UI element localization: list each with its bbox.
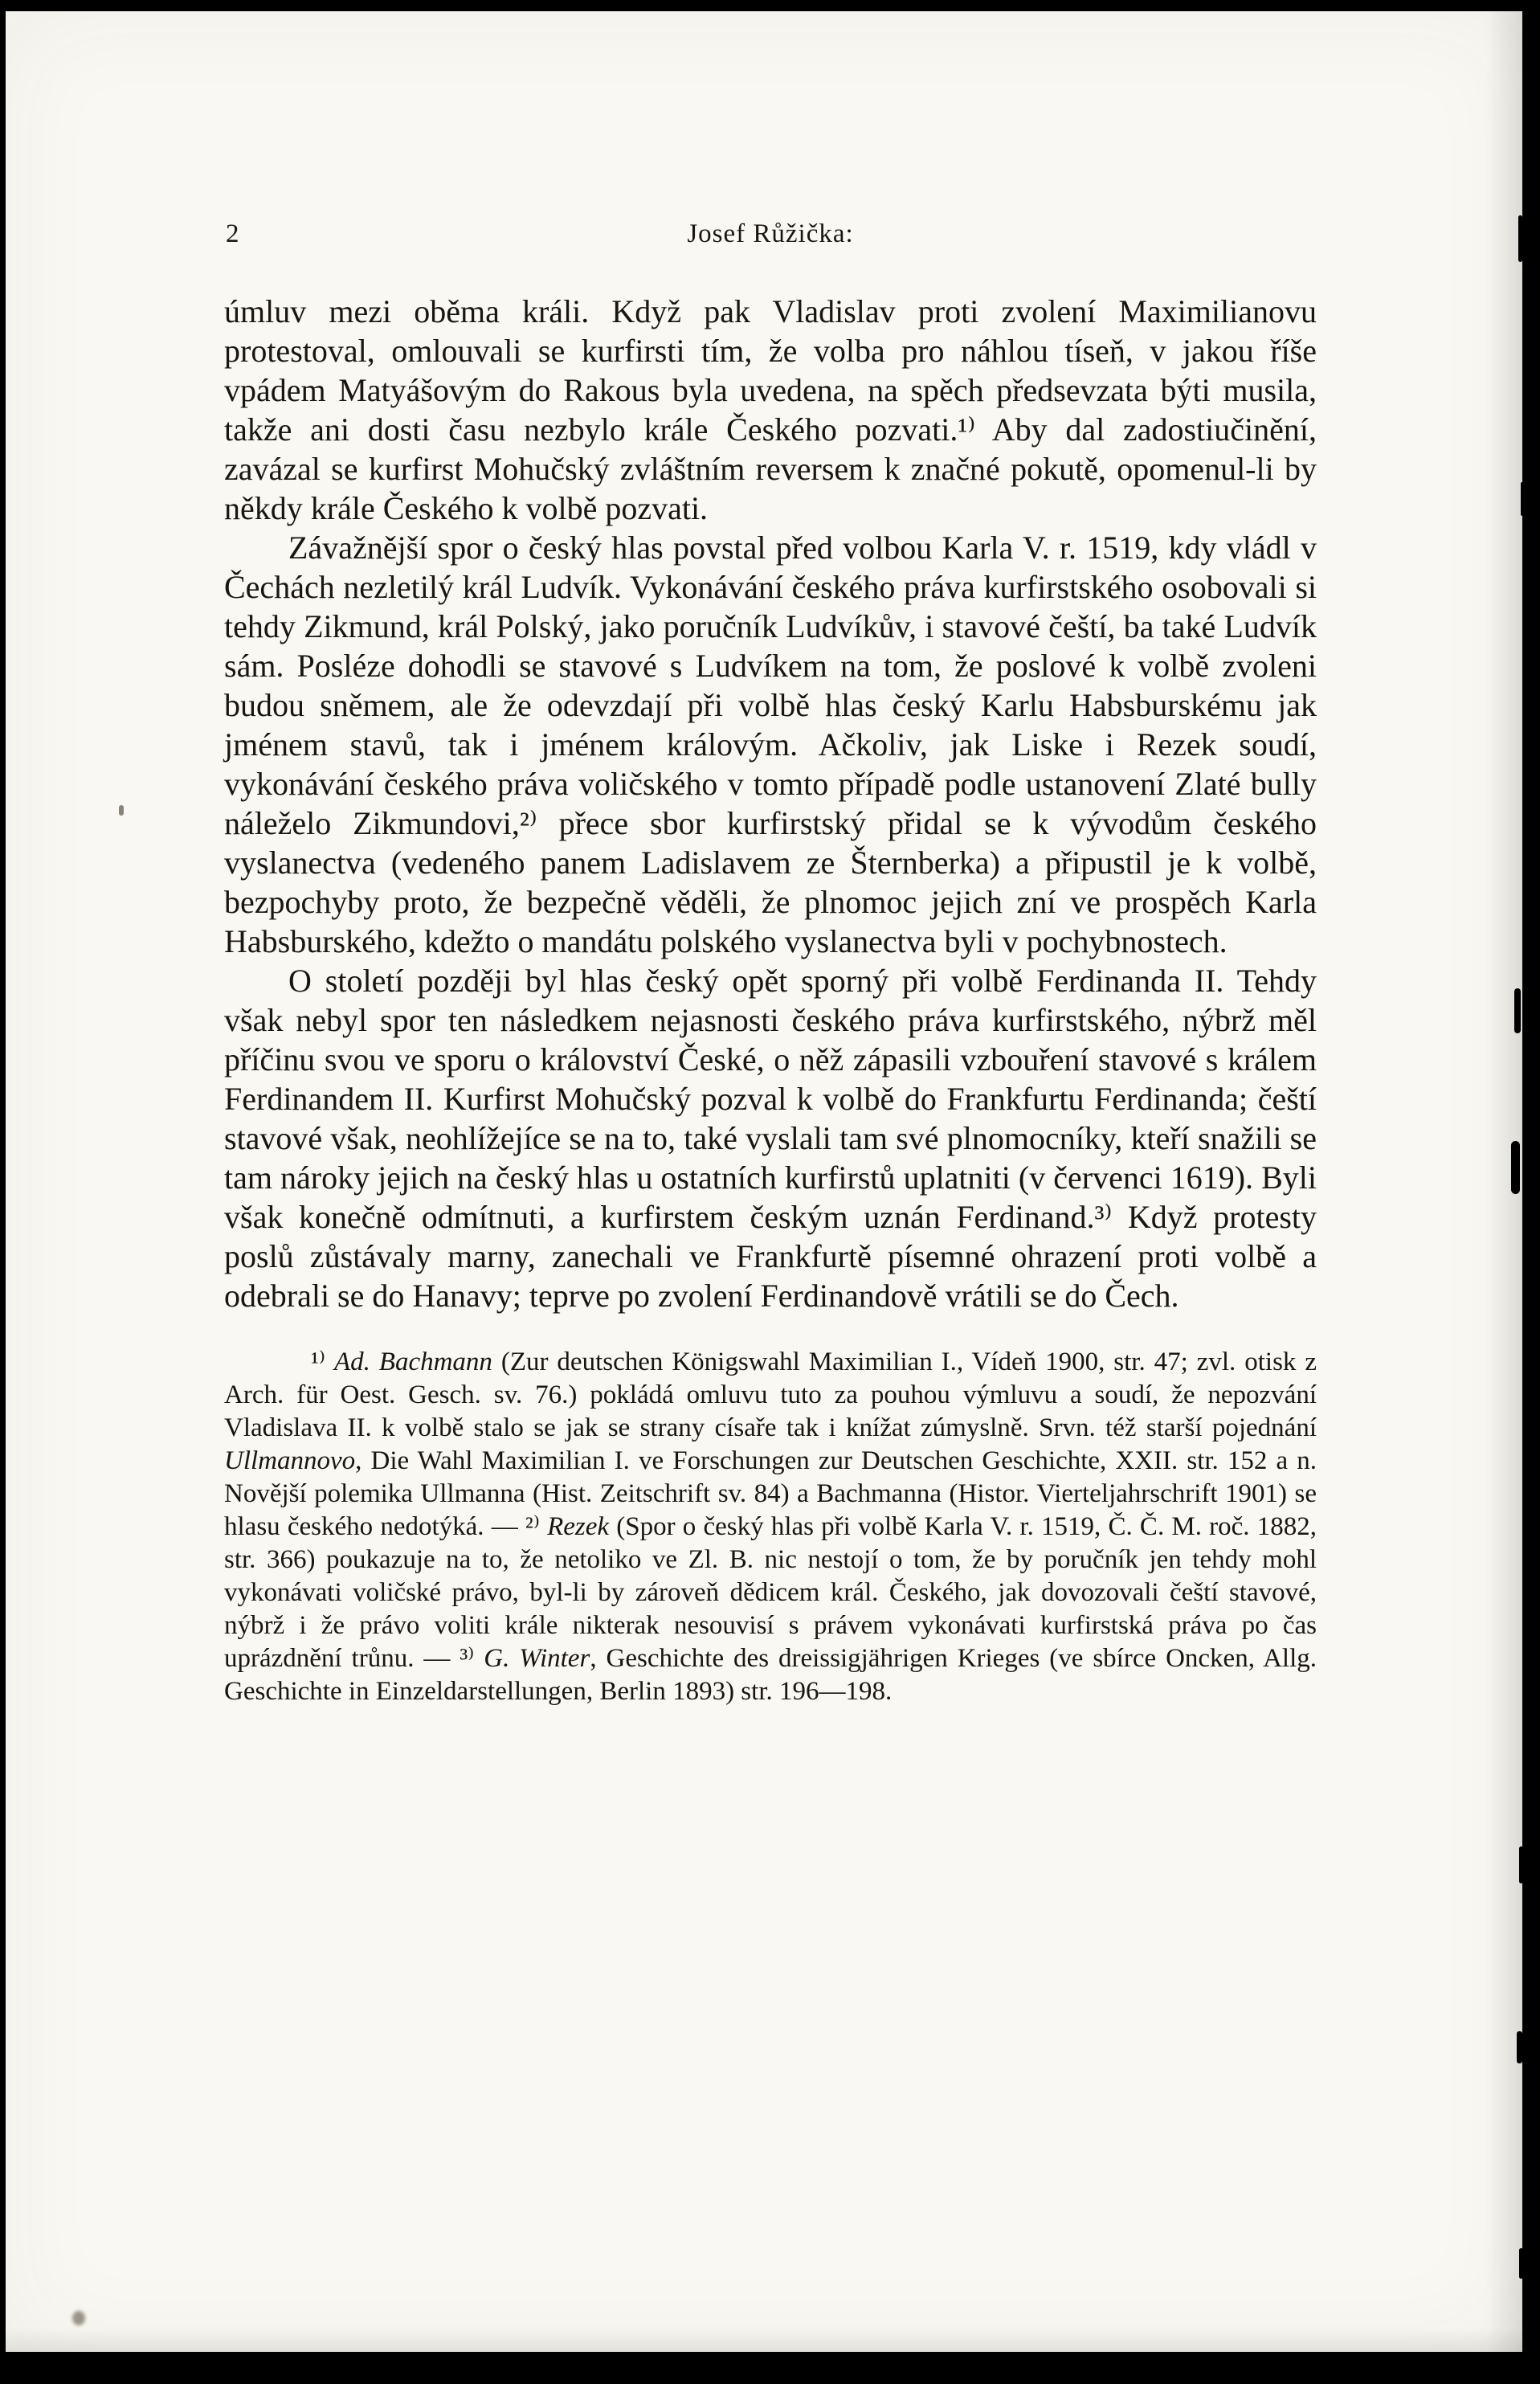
scan-mark bbox=[1517, 2031, 1522, 2063]
scan-shadow-bottom bbox=[6, 2328, 1522, 2352]
body-text bbox=[224, 292, 1317, 1315]
page-header bbox=[224, 216, 1317, 251]
scan-mark bbox=[1519, 2248, 1523, 2279]
footnote-3-body: , Geschichte des dreissigjährigen Krieges (ve sbírce Oncken, Allg. Geschichte in Einzeldarstellungen, Berlin 1893) str. 196—198. bbox=[224, 1644, 1317, 1706]
footnote-1-body: (Zur deutschen Königswahl Maximilian I., Vídeň 1900, str. 47; zvl. otisk z Arch. für Oest. Gesch. sv. 76.) pokládá omluvu tuto za pouhou výmluvu a soudí, že nepozvání Vladislava II. k volbě stalo se jak se strany císaře tak i knížat zúmyslně. Srvn. též starší pojednání bbox=[224, 1347, 1317, 1442]
paragraph-2: Závažnější spor o český hlas povstal před volbou Karla V. r. 1519, kdy vládl v Čechách nezletilý král Ludvík. Vykonávání českého práva kurfirstského osobovali si tehdy Zikmund, král Polský, jako poručník Ludvíkův, i stavové čeští, ba také Ludvík sám. Posléze dohodli se stavové s Ludvíkem na tom, že poslové k volbě zvoleni budou sněmem, ale že odevzdají při volbě hlas český Karlu Habsburskému jak jménem stavů, tak i jménem královým. Ačkoliv, jak Liske i Rezek soudí, vykonávání českého práva voličského v tomto případě podle ustanovení Zlaté bully náleželo Zikmundovi,²⁾ přece sbor kurfirstský přidal se k vývodům českého vyslanectva (vedeného panem Ladislavem ze Šternberka) a připustil je k volbě, bezpochyby proto, že bezpečně věděli, že plnomoc jejich zní ve prospěch Karla Habsburského, kdežto o mandátu polského vyslanectva byli v pochybnostech. bbox=[224, 530, 1317, 959]
scan-mark bbox=[1514, 988, 1521, 1033]
page-content bbox=[224, 216, 1317, 1708]
running-title: Josef Růžička: bbox=[687, 219, 854, 248]
footnote-3-author: G. Winter bbox=[484, 1644, 590, 1673]
footnote-text bbox=[224, 1346, 1317, 1708]
scan-mark bbox=[1521, 482, 1524, 516]
footnote-1-work: Ullmannovo bbox=[224, 1446, 356, 1475]
footnote-1-marker: ¹⁾ bbox=[311, 1347, 334, 1376]
scan-mark bbox=[119, 805, 124, 816]
footnote-1-body-2: , Die Wahl Maximilian I. ve Forschungen zur Deutschen Geschichte, XXII. str. 152 a n. Novější polemika Ullmanna (Hist. Zeitschrift sv. 84) a Bachmanna (Histor. Vierteljahrschrift 1901) se hlasu českého nedotýká. — ²⁾ bbox=[224, 1446, 1317, 1541]
scan-smudge bbox=[72, 2311, 85, 2325]
paper bbox=[6, 11, 1522, 2352]
footnote-1-author: Ad. Bachmann bbox=[333, 1347, 492, 1376]
footnote-2-author: Rezek bbox=[547, 1512, 610, 1541]
paragraph-3: O století později byl hlas český opět sporný při volbě Ferdinanda II. Tehdy však nebyl spor ten následkem nejasnosti českého práva kurfirstského, nýbrž měl příčinu svou ve sporu o království České, o něž zápasili vzbouření stavové s králem Ferdinandem II. Kurfirst Mohučský pozval k volbě do Frankfurtu Ferdinanda; čeští stavové však, neohlížejíce se na to, také vyslali tam své plnomocníky, kteří snažili se tam nároky jejich na český hlas u ostatních kurfirstů uplatniti (v červenci 1619). Byli však konečně odmítnuti, a kurfirstem českým uznán Ferdinand.³⁾ Když protesty poslů zůstávaly marny, zanechali ve Frankfurtě písemné ohrazení proti volbě a odebrali se do Hanavy; teprve po zvolení Ferdinandově vrátili se do Čech. bbox=[224, 963, 1317, 1314]
scan-mark bbox=[1518, 215, 1522, 262]
scan-mark bbox=[1511, 1141, 1520, 1194]
footnotes-block bbox=[224, 1346, 1317, 1708]
page-number: 2 bbox=[226, 219, 239, 248]
footnote-2-body: (Spor o český hlas při volbě Karla V. r. 1519, Č. Č. M. roč. 1882, str. 366) poukazuje na to, že netoliko ve Zl. B. nic nestojí o tom, že by poručník jen tehdy mohl vykonávati voličské právo, byl-li by zároveň dědicem král. Českého, jak dovozovali čeští stavové, nýbrž i že právo voliti krále nikterak nesouvisí s právem vykonávati kurfirstská práva po čas uprázdnění trůnu. — ³⁾ bbox=[224, 1512, 1317, 1673]
paragraph-1: úmluv mezi oběma králi. Když pak Vladislav proti zvolení Maximilianovu protestoval, omlouvali se kurfirsti tím, že volba pro náhlou tíseň, v jakou říše vpádem Matyášovým do Rakous byla uvedena, na spěch předsevzata býti musila, takže ani dosti času nezbylo krále Českého pozvati.¹⁾ Aby dal zadostiučinění, zavázal se kurfirst Mohučský zvláštním reversem k značné pokutě, opomenul-li by někdy krále Českého k volbě pozvati. bbox=[224, 293, 1317, 526]
scan-mark bbox=[1519, 1846, 1523, 1883]
